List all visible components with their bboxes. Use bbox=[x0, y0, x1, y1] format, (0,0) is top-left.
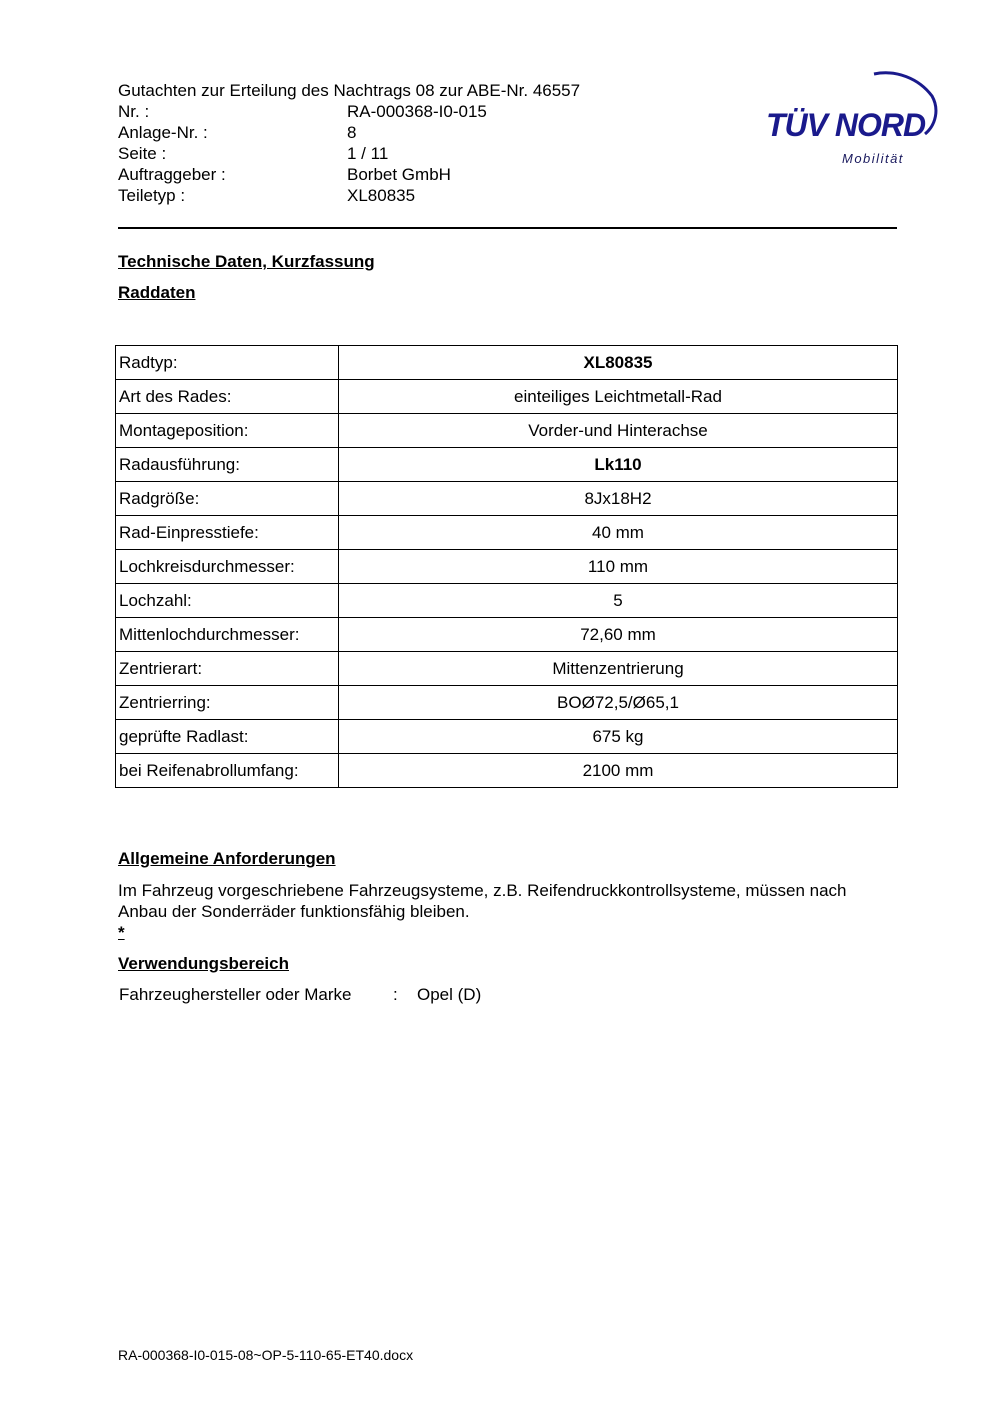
table-row bbox=[116, 448, 898, 482]
table-row bbox=[116, 720, 898, 754]
meta-label: Anlage-Nr. : bbox=[118, 123, 208, 142]
table-cell-label: Art des Rades: bbox=[116, 380, 339, 414]
table-cell-value: 110 mm bbox=[339, 550, 898, 584]
table-row bbox=[116, 516, 898, 550]
table-row bbox=[116, 482, 898, 516]
table-cell-value: 8Jx18H2 bbox=[339, 482, 898, 516]
table-cell-label: Zentrierring: bbox=[116, 686, 339, 720]
table-cell-label: Rad-Einpresstiefe: bbox=[116, 516, 339, 550]
meta-value: 1 / 11 bbox=[347, 144, 389, 163]
header-divider bbox=[118, 227, 897, 229]
footer-filename: RA-000368-I0-015-08~OP-5-110-65-ET40.docx bbox=[118, 1347, 414, 1363]
document-header bbox=[118, 80, 678, 206]
usage-label: Fahrzeughersteller oder Marke bbox=[119, 985, 352, 1004]
meta-label: Seite : bbox=[118, 144, 167, 163]
meta-value: XL80835 bbox=[347, 186, 416, 205]
table-row bbox=[116, 652, 898, 686]
table-cell-label: Radausführung: bbox=[116, 448, 339, 482]
table-cell-value: 40 mm bbox=[339, 516, 898, 550]
table-row bbox=[116, 618, 898, 652]
table-cell-label: geprüfte Radlast: bbox=[116, 720, 339, 754]
meta-label: Auftraggeber : bbox=[118, 165, 226, 184]
meta-value: 8 bbox=[347, 123, 357, 142]
table-cell-value: Vorder-und Hinterachse bbox=[339, 414, 898, 448]
table-cell-value: einteiliges Leichtmetall-Rad bbox=[339, 380, 898, 414]
tuv-nord-logo bbox=[762, 56, 942, 171]
table-row bbox=[116, 414, 898, 448]
table-row bbox=[116, 584, 898, 618]
table-row bbox=[116, 380, 898, 414]
wheel-data-body bbox=[116, 346, 898, 788]
meta-row-number bbox=[118, 101, 678, 122]
meta-label: Teiletyp : bbox=[118, 186, 186, 205]
table-cell-label: Montageposition: bbox=[116, 414, 339, 448]
table-cell-label: Radtyp: bbox=[116, 346, 339, 380]
svg-text:TÜV NORD: TÜV NORD bbox=[766, 107, 926, 143]
table-cell-value: Mittenzentrierung bbox=[339, 652, 898, 686]
meta-label: Nr. : bbox=[118, 102, 150, 121]
meta-value: RA-000368-I0-015 bbox=[347, 102, 487, 121]
table-cell-label: Lochzahl: bbox=[116, 584, 339, 618]
table-row bbox=[116, 346, 898, 380]
table-cell-value: BOØ72,5/Ø65,1 bbox=[339, 686, 898, 720]
logo-subtitle: Mobilität bbox=[842, 151, 904, 166]
document-title: Gutachten zur Erteilung des Nachtrags 08 zur ABE-Nr. 46557 bbox=[118, 81, 581, 100]
table-cell-value: 5 bbox=[339, 584, 898, 618]
table-row bbox=[116, 550, 898, 584]
meta-value: Borbet GmbH bbox=[347, 165, 451, 184]
table-cell-value: 72,60 mm bbox=[339, 618, 898, 652]
table-cell-label: Radgröße: bbox=[116, 482, 339, 516]
table-cell-value: 675 kg bbox=[339, 720, 898, 754]
usage-value: Opel (D) bbox=[417, 985, 482, 1004]
wheel-data-table bbox=[115, 345, 898, 788]
table-row bbox=[116, 754, 898, 788]
usage-row-manufacturer bbox=[119, 984, 481, 1005]
table-cell-value: XL80835 bbox=[339, 346, 898, 380]
table-cell-label: Zentrierart: bbox=[116, 652, 339, 686]
requirements-text: Im Fahrzeug vorgeschriebene Fahrzeugsysteme, z.B. Reifendruckkontrollsysteme, müssen nach Anbau der Sonderräder funktionsfähig bleiben. bbox=[118, 881, 847, 921]
heading-wheel-data: Raddaten bbox=[118, 283, 196, 302]
asterisk-note: * bbox=[118, 923, 125, 942]
heading-technical-data: Technische Daten, Kurzfassung bbox=[118, 252, 375, 271]
tuv-nord-wordmark-icon bbox=[762, 56, 942, 151]
table-cell-value: Lk110 bbox=[339, 448, 898, 482]
table-cell-label: Mittenlochdurchmesser: bbox=[116, 618, 339, 652]
table-cell-label: bei Reifenabrollumfang: bbox=[116, 754, 339, 788]
table-cell-label: Lochkreisdurchmesser: bbox=[116, 550, 339, 584]
table-cell-value: 2100 mm bbox=[339, 754, 898, 788]
table-row bbox=[116, 686, 898, 720]
meta-row-attachment bbox=[118, 122, 678, 143]
meta-row-client bbox=[118, 164, 678, 185]
meta-row-page bbox=[118, 143, 678, 164]
usage-separator: : bbox=[393, 985, 398, 1004]
heading-usage-area: Verwendungsbereich bbox=[118, 954, 289, 973]
heading-general-requirements: Allgemeine Anforderungen bbox=[118, 849, 336, 868]
meta-row-part-type bbox=[118, 185, 678, 206]
